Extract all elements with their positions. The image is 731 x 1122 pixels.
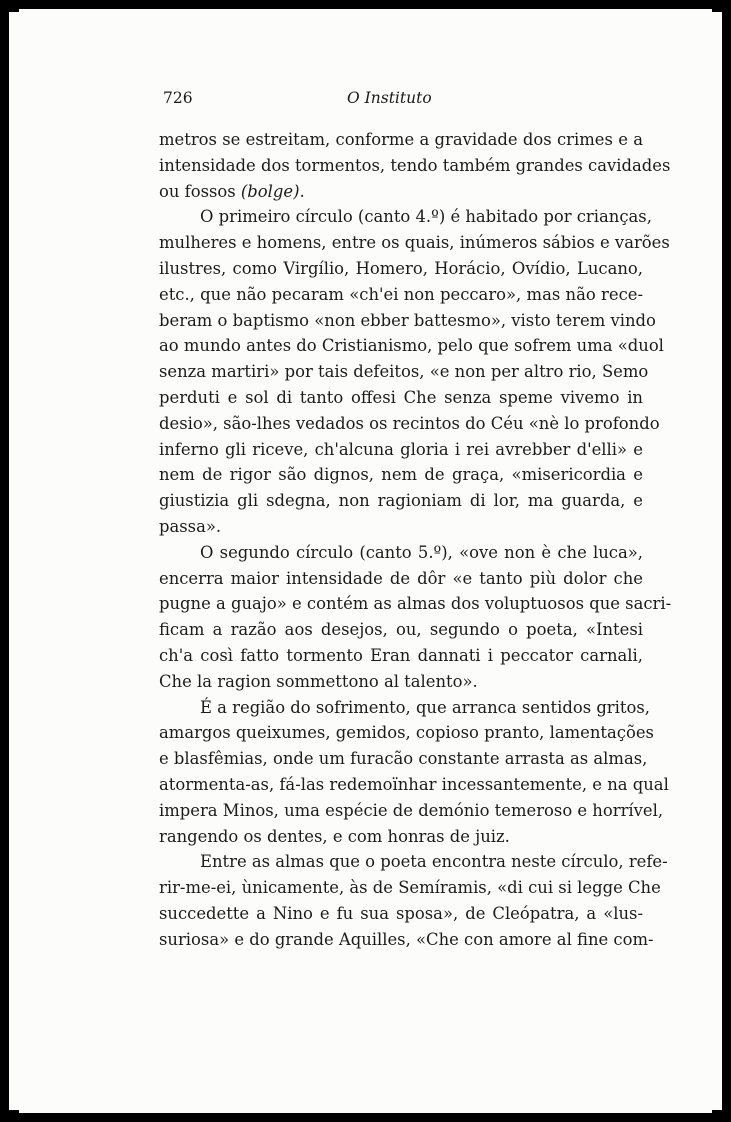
line-text: senza martiri» por tais defeitos, «e non per altro rio, Semo xyxy=(159,362,649,382)
text-line xyxy=(159,256,643,282)
corner-mark-bottom-right xyxy=(712,1110,722,1113)
text-line xyxy=(159,127,643,153)
line-text: encerra maior intensidade de dôr «e tanto più dolor che xyxy=(159,568,643,588)
text-line xyxy=(159,333,664,359)
corner-mark-top-right xyxy=(712,9,722,12)
text-line xyxy=(159,643,643,669)
text-line xyxy=(159,566,643,592)
line-text: metros se estreitam, conforme a gravidade dos crimes e a xyxy=(159,130,643,149)
line-text: ficam a razão aos desejos, ou, segundo o poeta, «Intesi xyxy=(159,620,643,640)
text-line xyxy=(159,230,670,256)
line-text: rir-me-ei, ùnicamente, às de Semíramis, «di cui si legge Che xyxy=(159,878,661,898)
page xyxy=(9,9,722,1113)
text-line xyxy=(159,617,643,643)
line-text: mulheres e homens, entre os quais, inúmeros sábios e varões xyxy=(159,233,670,253)
trailing-punctuation: . xyxy=(299,181,305,201)
text-line xyxy=(159,411,660,437)
line-text: ao mundo antes do Cristianismo, pelo que sofrem uma «duol xyxy=(159,336,664,356)
text-line xyxy=(159,927,654,953)
line-text: e blasfêmias, onde um furacão constante arrasta as almas, xyxy=(159,749,648,769)
text-line xyxy=(159,669,643,695)
text-line xyxy=(159,849,668,875)
line-text: rangendo os dentes, e com honras de juiz. xyxy=(159,826,510,846)
line-text: intensidade dos tormentos, tendo também grandes cavidades xyxy=(159,155,671,175)
line-text: passa». xyxy=(159,516,222,536)
text-line xyxy=(159,179,643,205)
text-line xyxy=(159,204,652,230)
line-text: succedette a Nino e fu sua sposa», de Cleópatra, a «lus- xyxy=(159,903,643,923)
line-text: É a região do sofrimento, que arranca sentidos gritos, xyxy=(200,697,650,717)
text-line xyxy=(159,359,649,385)
page-header xyxy=(163,89,593,109)
text-line xyxy=(159,746,648,772)
line-text: ou fossos xyxy=(159,181,241,201)
text-line xyxy=(159,901,643,927)
line-text: beram o baptismo «non ebber battesmo», visto terem vindo xyxy=(159,310,656,330)
text-line xyxy=(159,308,656,334)
line-text: inferno gli riceve, ch'alcuna gloria i rei avrebber d'elli» e xyxy=(159,439,643,459)
text-line xyxy=(159,591,672,617)
text-line xyxy=(159,153,671,179)
text-line xyxy=(159,462,643,488)
line-text: etc., que não pecaram «ch'ei non peccaro», mas não rece- xyxy=(159,284,643,304)
text-line xyxy=(159,695,650,721)
page-number: 726 xyxy=(163,89,193,107)
line-text: Entre as almas que o poeta encontra neste círculo, refe- xyxy=(200,852,668,872)
line-text: giustizia gli sdegna, non ragioniam di lor, ma guarda, e xyxy=(159,491,643,511)
text-line xyxy=(159,488,643,514)
corner-mark-top-left xyxy=(9,9,19,12)
text-line xyxy=(159,514,643,540)
text-line xyxy=(159,875,661,901)
text-line xyxy=(159,824,643,850)
line-text: pugne a guajo» e contém as almas dos voluptuosos que sacri- xyxy=(159,594,672,614)
line-text: amargos queixumes, gemidos, copioso pranto, lamentações xyxy=(159,723,654,743)
line-text: atormenta-as, fá-las redemoïnhar incessantemente, e na qual xyxy=(159,774,669,794)
line-text: nem de rigor são dignos, nem de graça, «misericordia e xyxy=(159,465,643,485)
corner-mark-bottom-left xyxy=(9,1110,19,1113)
text-line xyxy=(159,720,654,746)
line-text: ch'a così fatto tormento Eran dannati i peccator carnali, xyxy=(159,645,643,665)
line-text: impera Minos, uma espécie de demónio temeroso e horrível, xyxy=(159,800,664,820)
text-line xyxy=(159,437,643,463)
line-text: perduti e sol di tanto offesi Che senza speme vivemo in xyxy=(159,387,643,407)
line-text: desio», são-lhes vedados os recintos do Céu «nè lo profondo xyxy=(159,413,660,433)
text-line xyxy=(159,282,643,308)
line-text: O segundo círculo (canto 5.º), «ove non è che luca», xyxy=(200,542,643,562)
italic-term: (bolge) xyxy=(240,181,300,201)
text-line xyxy=(159,540,643,566)
text-line xyxy=(159,772,669,798)
line-text: suriosa» e do grande Aquilles, «Che con amore al fine com- xyxy=(159,929,654,949)
running-title: O Instituto xyxy=(347,89,432,107)
text-line xyxy=(159,798,664,824)
line-text: O primeiro círculo (canto 4.º) é habitado por crianças, xyxy=(200,207,652,227)
text-line xyxy=(159,385,643,411)
line-text: ilustres, como Virgílio, Homero, Horácio, Ovídio, Lucano, xyxy=(159,258,643,278)
line-text: Che la ragion sommettono al talento». xyxy=(159,671,478,691)
body-text xyxy=(159,127,672,953)
